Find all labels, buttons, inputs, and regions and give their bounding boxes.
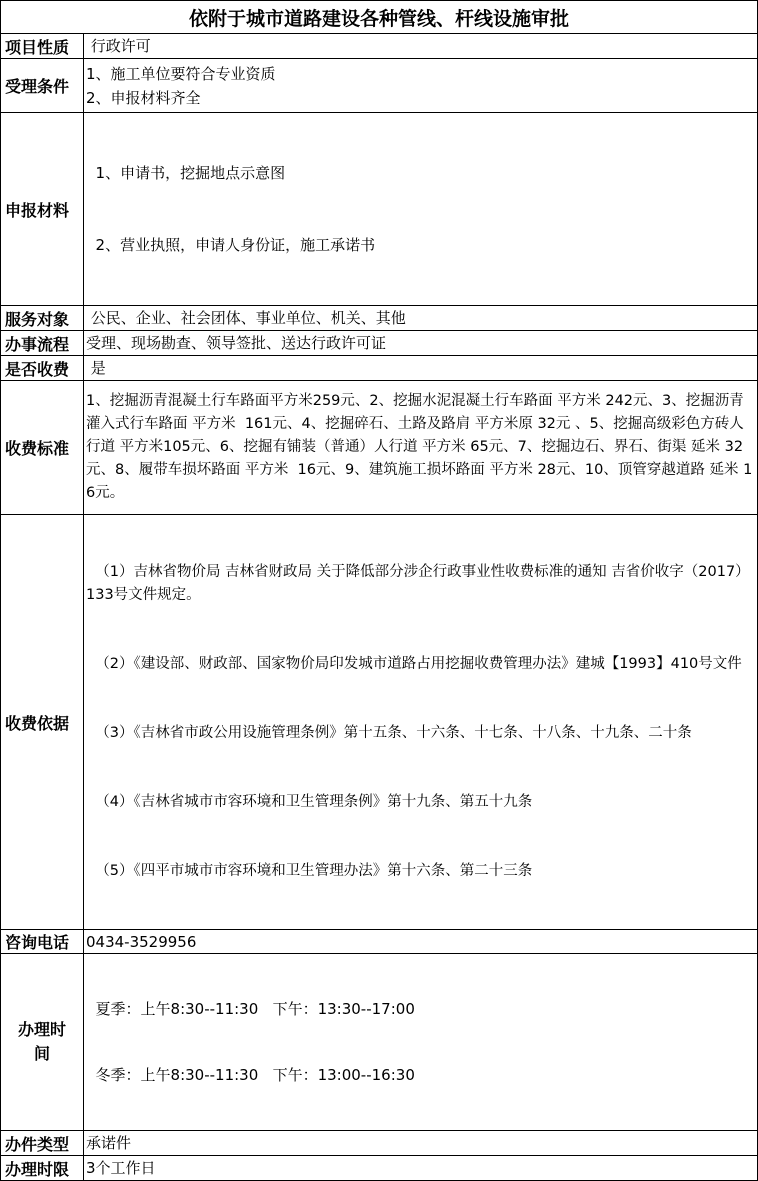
material-line: 2、营业执照，申请人身份证，施工承诺书: [86, 236, 376, 254]
time-limit-label: 办理时限: [1, 1156, 84, 1181]
summer-hours: 夏季：上午8:30--11:30 下午：13:30--17:00: [86, 1000, 415, 1018]
materials-row: [1, 113, 758, 306]
service-target-row: [1, 306, 758, 331]
basis-item: （2）《建设部、财政部、国家物价局印发城市道路占用挖掘收费管理办法》建城【1993】410号文件: [86, 656, 742, 672]
process-label: 办事流程: [1, 331, 84, 356]
service-target-label: 服务对象: [1, 306, 84, 331]
fee-basis-label: 收费依据: [1, 515, 84, 930]
time-limit-value: 3个工作日: [84, 1156, 758, 1181]
time-limit-row: [1, 1156, 758, 1181]
materials-value: [84, 113, 758, 306]
fee-standard-value: 1、挖掘沥青混凝土行车路面平方米259元、2、挖掘水泥混凝土行车路面 平方米 242元、3、挖掘沥青灌入式行车路面 平方米 161元、4、挖掘碎石、土路及路肩 平方米原 32元 、5、挖掘高级彩色方砖人行道 平方米105元、6、挖掘有铺装（普通）人行道 平方米 65元、7、挖掘边石、界石、街渠 延米 32元、8、履带车损坏路面 平方米 16元、9、建筑施工损坏路面 平方米 28元、10、顶管穿越道路 延米 16元。: [84, 381, 758, 515]
conditions-row: [1, 59, 758, 113]
charge-label: 是否收费: [1, 356, 84, 381]
basis-item: （4）《吉林省城市市容环境和卫生管理条例》第十九条、第五十九条: [86, 794, 533, 810]
charge-value: 是: [84, 356, 758, 381]
condition-line: 1、施工单位要符合专业资质: [86, 64, 276, 83]
item-type-row: [1, 34, 758, 59]
fee-basis-row: [1, 515, 758, 930]
hours-row: [1, 954, 758, 1131]
title-row: [1, 1, 758, 34]
condition-line: 2、申报材料齐全: [86, 88, 201, 107]
material-line: 1、申请书，挖掘地点示意图: [86, 164, 286, 182]
conditions-value: [84, 59, 758, 113]
basis-item: （5）《四平市城市市容环境和卫生管理办法》第十六条、第二十三条: [86, 863, 533, 879]
table-title: 依附于城市道路建设各种管线、杆线设施审批: [1, 1, 758, 34]
fee-standard-row: [1, 381, 758, 515]
hours-label: 办理时间: [1, 954, 84, 1131]
phone-row: [1, 930, 758, 954]
fee-standard-label: 收费标准: [1, 381, 84, 515]
case-type-value: 承诺件: [84, 1131, 758, 1156]
hours-value: [84, 954, 758, 1131]
process-value: 受理、现场勘查、领导签批、送达行政许可证: [84, 331, 758, 356]
service-target-value: 公民、企业、社会团体、事业单位、机关、其他: [84, 306, 758, 331]
phone-label: 咨询电话: [1, 930, 84, 954]
phone-value: 0434-3529956: [84, 930, 758, 954]
item-type-value: 行政许可: [84, 34, 758, 59]
winter-hours: 冬季：上午8:30--11:30 下午：13:00--16:30: [86, 1066, 415, 1084]
basis-item: （3）《吉林省市政公用设施管理条例》第十五条、十六条、十七条、十八条、十九条、二十条: [86, 725, 692, 741]
conditions-label: 受理条件: [1, 59, 84, 113]
charge-row: [1, 356, 758, 381]
case-type-row: [1, 1131, 758, 1156]
process-row: [1, 331, 758, 356]
materials-label: 申报材料: [1, 113, 84, 306]
item-type-label: 项目性质: [1, 34, 84, 59]
fee-basis-value: [84, 515, 758, 930]
case-type-label: 办件类型: [1, 1131, 84, 1156]
basis-item: （1）吉林省物价局 吉林省财政局 关于降低部分涉企行政事业性收费标准的通知 吉省价收字（2017）133号文件规定。: [86, 564, 750, 603]
